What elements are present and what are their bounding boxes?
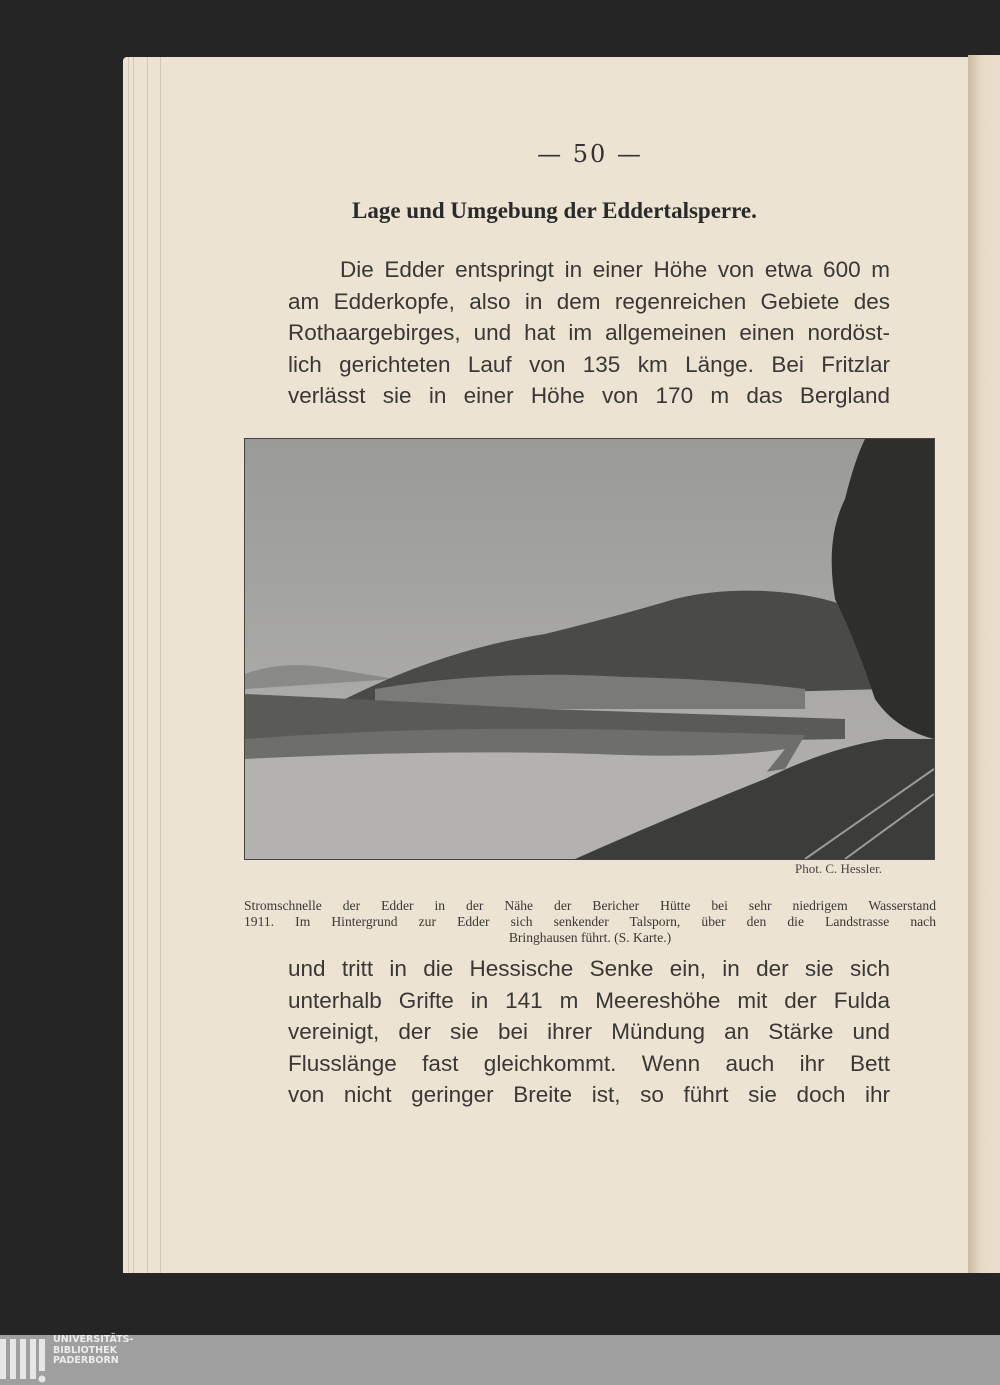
paragraph-2 — [288, 953, 890, 1111]
photo-credit: Phot. C. Hessler. — [795, 861, 883, 876]
library-logo-icon — [0, 1339, 48, 1385]
text-line: verlässt sie in einer Höhe von 170 m das Bergland — [288, 383, 890, 408]
text-line: Flusslänge fast gleichkommt. Wenn auch ihr Bett — [288, 1050, 890, 1076]
river-valley-image — [245, 439, 934, 859]
logo-line: UNIVERSITÄTS- — [53, 1334, 134, 1345]
page-edge-line — [133, 57, 134, 1273]
library-footer — [0, 1335, 1000, 1385]
text-line: am Edderkopfe, also in dem regenreichen Gebiete des — [288, 288, 890, 314]
caption-line: 1911. Im Hintergrund zur Edder sich senkender Talsporn, über den die Landstrasse nach — [244, 914, 936, 929]
page-edge-line — [128, 57, 129, 1273]
page-edge-line — [160, 57, 161, 1273]
logo-line: BIBLIOTHEK — [53, 1344, 117, 1356]
paragraph-1 — [288, 254, 890, 412]
caption-line: Bringhausen führt. (S. Karte.) — [508, 930, 672, 945]
landscape-photo — [244, 438, 935, 860]
text-line: von nicht geringer Breite ist, so führt sie doch ihr — [288, 1082, 890, 1107]
logo-line: PADERBORN — [53, 1355, 119, 1366]
page-number: — 50 — — [537, 140, 643, 168]
text-line: Rothaargebirges, und hat im allgemeinen einen nordöst- — [288, 320, 890, 345]
text-line: lich gerichteten Lauf von 135 km Länge. Bei Fritzlar — [288, 351, 890, 377]
page-edge-line — [147, 57, 148, 1273]
text-line: Die Edder entspringt in einer Höhe von etwa 600 m — [340, 257, 890, 282]
caption-line: Stromschnelle der Edder in der Nähe der Bericher Hütte bei sehr niedrigem Wasserstand — [244, 898, 936, 913]
text-line: und tritt in die Hessische Senke ein, in der sie sich — [288, 956, 890, 981]
figure-caption — [244, 898, 936, 946]
library-logo-text — [53, 1335, 133, 1367]
text-line: unterhalb Grifte in 141 m Meereshöhe mit der Fulda — [288, 987, 890, 1013]
section-heading: Lage und Umgebung der Eddertalsperre. — [352, 198, 757, 223]
text-line: vereinigt, der sie bei ihrer Mündung an Stärke und — [288, 1019, 890, 1044]
next-page-edge — [968, 55, 1000, 1273]
